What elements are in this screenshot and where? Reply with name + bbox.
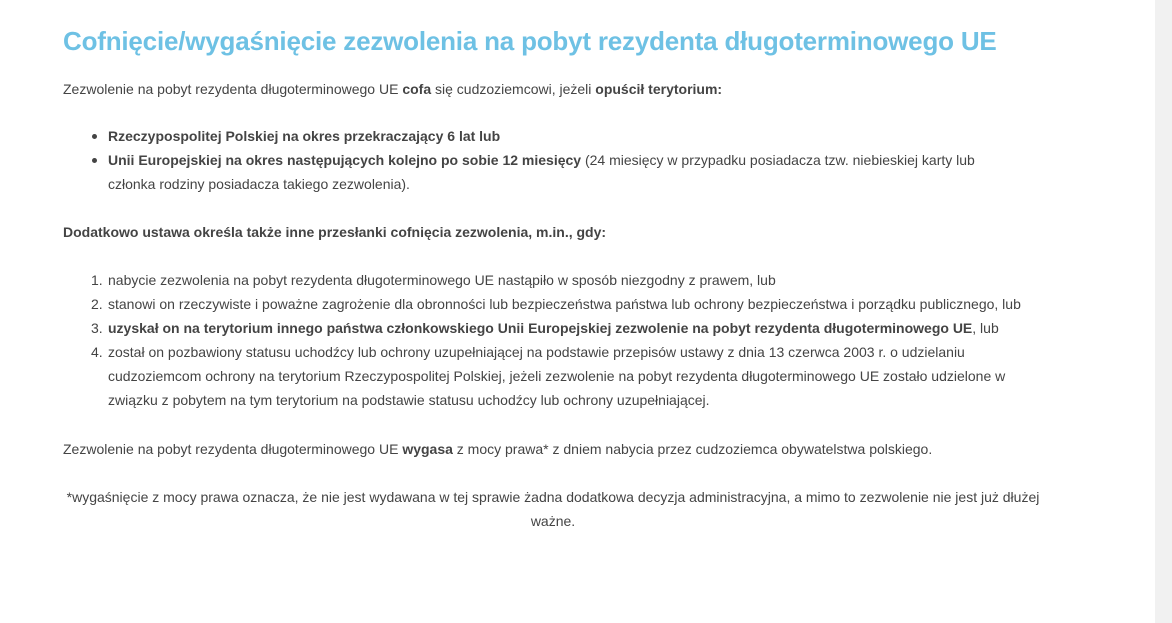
list-item <box>91 340 1043 412</box>
expiry-bold-wygasa: wygasa <box>402 441 453 457</box>
list-item <box>91 292 1043 316</box>
expiry-text-2: z mocy prawa* z dniem nabycia przez cudzoziemca obywatelstwa polskiego. <box>452 441 933 457</box>
expiry-text-1: Zezwolenie na pobyt rezydenta długoterminowego UE <box>63 441 403 457</box>
intro-paragraph <box>63 77 1043 101</box>
page-title: Cofnięcie/wygaśnięcie zezwolenia na pobyt rezydenta długoterminowego UE <box>63 26 997 56</box>
scrollbar-track[interactable] <box>1155 0 1172 623</box>
list-item-text: (24 miesięcy w przypadku posiadacza tzw. niebieskiej karty lub członka rodziny posiadacza takiego zezwolenia). <box>108 152 975 192</box>
list-item-text: stanowi on rzeczywiste i poważne zagrożenie dla obronności lub bezpieczeństwa państwa lub ochrony bezpieczeństwa i porządku publicznego, lub <box>108 296 1021 312</box>
footnote: *wygaśnięcie z mocy prawa oznacza, że nie jest wydawana w tej sprawie żadna dodatkowa decyzja administracyjna, a mimo to zezwolenie nie jest już dłużej ważne. <box>66 489 1040 529</box>
intro-bold-territory: opuścił terytorium: <box>595 81 723 97</box>
intro-bold-cofa: cofa <box>402 81 432 97</box>
reasons-heading <box>63 220 1043 244</box>
intro-text-2: się cudzoziemcowi, jeżeli <box>431 81 596 97</box>
list-number: 2. <box>91 296 103 312</box>
list-item-text: , lub <box>972 320 999 336</box>
list-item <box>108 124 1043 148</box>
list-number: 3. <box>91 320 103 336</box>
intro-text-1: Zezwolenie na pobyt rezydenta długoterminowego UE <box>63 81 403 97</box>
list-number: 4. <box>91 344 103 360</box>
expiry-paragraph <box>63 437 1043 461</box>
reasons-list <box>63 268 1043 412</box>
list-item-bold: Rzeczypospolitej Polskiej na okres przekraczający 6 lat lub <box>108 128 501 144</box>
list-item-bold: uzyskał on na terytorium innego państwa członkowskiego Unii Europejskiej zezwolenie na pobyt rezydenta długoterminowego UE <box>108 320 973 336</box>
reasons-heading-text: Dodatkowo ustawa określa także inne przesłanki cofnięcia zezwolenia, m.in., gdy: <box>63 224 607 240</box>
territory-list <box>63 124 1043 196</box>
list-item-text: nabycie zezwolenia na pobyt rezydenta długoterminowego UE nastąpiło w sposób niezgodny z prawem, lub <box>108 272 776 288</box>
list-number: 1. <box>91 272 103 288</box>
article-content <box>63 22 1043 533</box>
list-item-text: został on pozbawiony statusu uchodźcy lub ochrony uzupełniającej na podstawie przepisów ustawy z dnia 13 czerwca 2003 r. o udzielaniu cudzoziemcom ochrony na terytorium Rzeczypospolitej Polskiej, jeżeli zezwolenie na pobyt rezydenta długoterminowego UE zostało udzielone w związku z pobytem na tym terytorium na podstawie statusu uchodźcy lub ochrony uzupełniającej. <box>108 344 1006 408</box>
list-item <box>91 316 1043 340</box>
list-item <box>91 268 1043 292</box>
list-item <box>108 148 1043 196</box>
list-item-bold: Unii Europejskiej na okres następujących kolejno po sobie 12 miesięcy <box>108 152 582 168</box>
